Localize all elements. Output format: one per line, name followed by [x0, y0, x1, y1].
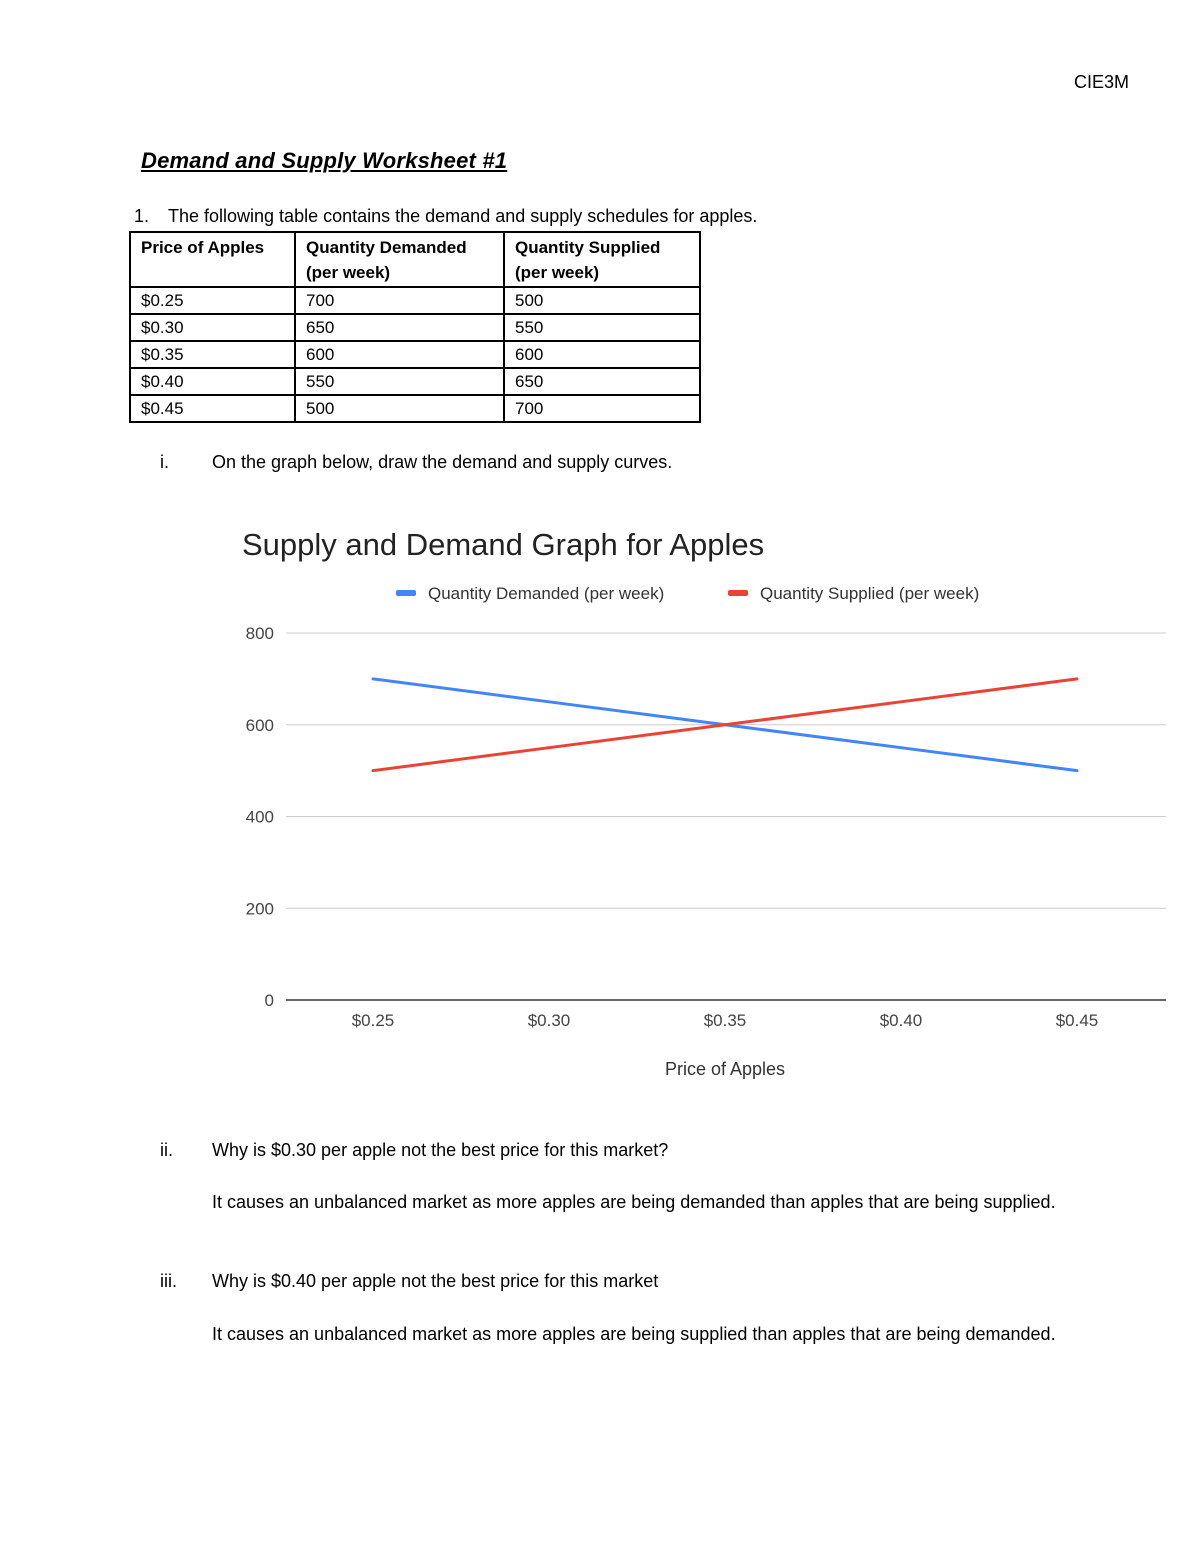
part-text: On the graph below, draw the demand and supply curves.: [212, 452, 673, 472]
schedule-table: [129, 231, 701, 423]
question-number: 1.: [134, 206, 150, 226]
table-cell: 600: [295, 341, 504, 368]
chart-legend: [396, 584, 979, 603]
table-cell: $0.40: [130, 368, 295, 395]
table-cell: 550: [295, 368, 504, 395]
table-header-row: [130, 232, 700, 287]
table-row: [130, 368, 700, 395]
y-tick-label: 800: [245, 624, 274, 643]
chart-title: Supply and Demand Graph for Apples: [242, 527, 765, 562]
table-row: [130, 395, 700, 422]
part-question: Why is $0.40 per apple not the best price for this market: [212, 1271, 659, 1291]
y-tick-label: 600: [245, 715, 274, 735]
table-header-cell: Quantity Supplied (per week): [504, 232, 700, 287]
table-cell: 700: [504, 395, 700, 422]
legend-swatch: [728, 590, 748, 596]
table-cell: 650: [295, 314, 504, 341]
table-cell: $0.35: [130, 341, 295, 368]
table-cell: $0.45: [130, 395, 295, 422]
x-axis-ticks: [352, 1011, 1099, 1030]
legend-swatch: [396, 590, 416, 596]
table-row: [130, 314, 700, 341]
part-numeral: iii.: [160, 1271, 177, 1291]
x-axis-label: Price of Apples: [664, 1059, 786, 1079]
x-tick-label: $0.25: [351, 1011, 395, 1030]
part-question: Why is $0.30 per apple not the best price for this market?: [212, 1140, 669, 1160]
table-cell: $0.30: [130, 314, 295, 341]
table-cell: 550: [504, 314, 700, 341]
legend-label: Quantity Supplied (per week): [760, 584, 980, 603]
part-i: [150, 452, 1110, 473]
x-tick-label: $0.30: [527, 1011, 571, 1030]
table-row: [130, 341, 700, 368]
part-numeral: i.: [160, 452, 169, 472]
table-cell: $0.25: [130, 287, 295, 314]
part-ii: [150, 1140, 1110, 1161]
table-row: [130, 287, 700, 314]
table-cell: 700: [295, 287, 504, 314]
question-1: [134, 206, 757, 227]
part-iii: [150, 1271, 1110, 1292]
y-tick-label: 200: [245, 899, 274, 919]
table-cell: 500: [295, 395, 504, 422]
chart-gridlines: [286, 633, 1166, 1000]
part-ii-answer: It causes an unbalanced market as more apples are being demanded than apples that are being supplied.: [212, 1192, 1056, 1212]
page-title: Demand and Supply Worksheet #1: [141, 148, 508, 173]
x-tick-label: $0.40: [879, 1011, 923, 1030]
question-text: The following table contains the demand and supply schedules for apples.: [168, 206, 758, 226]
legend-label: Quantity Demanded (per week): [428, 584, 665, 603]
y-tick-label: 0: [264, 991, 274, 1010]
table-cell: 500: [504, 287, 700, 314]
table-header-cell: Quantity Demanded (per week): [295, 232, 504, 287]
supply-demand-chart: [200, 505, 1180, 1095]
y-tick-label: 400: [245, 807, 274, 827]
table-cell: 600: [504, 341, 700, 368]
part-iii-answer: It causes an unbalanced market as more apples are being supplied than apples that are being demanded.: [212, 1324, 1056, 1344]
part-numeral: ii.: [160, 1140, 173, 1160]
y-axis-ticks: [246, 624, 274, 1010]
table-cell: 650: [504, 368, 700, 395]
course-code: CIE3M: [1074, 72, 1130, 92]
x-tick-label: $0.45: [1055, 1011, 1099, 1030]
x-tick-label: $0.35: [703, 1011, 747, 1030]
table-header-cell: Price of Apples: [130, 232, 295, 287]
